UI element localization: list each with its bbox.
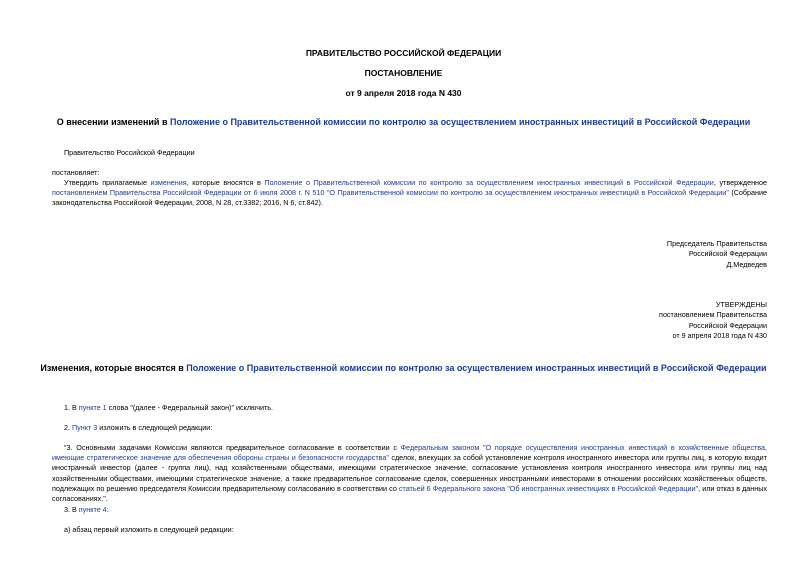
p1-text-a: Утвердить прилагаемые: [64, 178, 151, 187]
title-prefix: О внесении изменений в: [56, 117, 170, 127]
signature-position: Председатель Правительства: [666, 239, 767, 248]
approved-label: УТВЕРЖДЕНЫ: [715, 300, 767, 309]
item-4-a: 3. В: [64, 505, 79, 514]
org-heading: ПРАВИТЕЛЬСТВО РОССИЙСКОЙ ФЕДЕРАЦИИ: [305, 48, 502, 58]
p1-text-c: , утвержденное: [713, 178, 768, 187]
item-1-a: 1. В: [64, 403, 79, 412]
item-3-a: "3. Основными задачами Комиссии являются предварительное согласование в соответствии с: [64, 443, 401, 452]
approved-block: [659, 300, 767, 342]
item-4-b: :: [106, 505, 109, 514]
item-3-c: , или отказ в данных согласованиях.".: [52, 483, 767, 504]
resolves-line: постановляет:: [52, 168, 100, 177]
item-5: а) абзац первый изложить в следующей редакции:: [64, 525, 234, 534]
item-4-link[interactable]: пункте 4: [78, 505, 107, 514]
title2-prefix: Изменения, которые вносятся в: [40, 363, 187, 373]
title-link[interactable]: Положение о Правительственной комиссии по контролю за осуществлением иностранных инвестиций в Российской Федерации: [170, 117, 751, 127]
approved-country: Российской Федерации: [688, 320, 767, 330]
preamble-paragraph: [52, 178, 767, 209]
signature-block: [667, 239, 767, 270]
regulation-link[interactable]: Положение о Правительственной комиссии по контролю за осуществлением иностранных инвестиций в Российской Федерации: [264, 178, 714, 187]
item-4: [64, 505, 109, 515]
item-2-b: изложить в следующей редакции:: [97, 423, 213, 432]
document-title: [0, 117, 807, 127]
resolution-510-link[interactable]: постановлением Правительства Российской Федерации от 6 июля 2008 г. N 510 "О Правительственной комиссии по контролю за осуществлением иностранных инвестиций в Российской Федерации": [52, 188, 729, 198]
government-line: Правительство Российской Федерации: [64, 148, 195, 157]
item-3-b: сделок, влекущих за собой установление контроля иностранного инвестора или группы лиц, в которую входит иностранный инвестор (далее - группа лиц), над хозяйственными обществами, имеющими стратегическое значение, согласование установления контроля иностранного инвестора или группы лиц над хозяйственными обществами, имеющими стратегическое значение, а также предварительное согласование сделок, совершенных иностранными инвесторами в отношении российских хозяйственных обществ, подлежащих по решению председателя Комиссии предварительному согласованию в соответствии со: [52, 453, 767, 493]
item-1: [64, 403, 273, 413]
doc-type-heading: ПОСТАНОВЛЕНИЕ: [364, 68, 443, 78]
item-1-b: слова "(далее - Федеральный закон)" исключить.: [106, 403, 274, 412]
p1-text-d: (Собрание законодательства Российской Федерации, 2008, N 28, ст.3382; 2016, N 6, ст.842).: [52, 188, 767, 208]
item-2-a: 2.: [64, 423, 72, 432]
signature-name: Д.Медведев: [726, 259, 767, 269]
date-number-heading: от 9 апреля 2018 года N 430: [345, 88, 462, 98]
p1-text-b: , которые вносятся в: [186, 178, 265, 187]
item-2: [64, 423, 212, 433]
approved-by: постановлением Правительства: [659, 310, 767, 320]
item-2-link[interactable]: Пункт 3: [72, 423, 98, 432]
article-6-link[interactable]: статьей 6 Федерального закона "Об иностранных инвестициях в Российской Федерации": [398, 483, 699, 493]
item-3-paragraph: [52, 443, 767, 504]
title2-link[interactable]: Положение о Правительственной комиссии по контролю за осуществлением иностранных инвестиций в Российской Федерации: [186, 363, 767, 373]
approved-date: от 9 апреля 2018 года N 430: [672, 331, 767, 341]
federal-law-link[interactable]: Федеральным законом "О порядке осуществления иностранных инвестиций в хозяйственные общества, имеющие стратегическое значение для обеспечения обороны страны и безопасности государства": [52, 443, 767, 463]
changes-link[interactable]: изменения: [150, 178, 187, 187]
item-1-link[interactable]: пункте 1: [78, 403, 107, 412]
changes-title: [0, 363, 807, 373]
signature-country: Российской Федерации: [688, 249, 767, 259]
